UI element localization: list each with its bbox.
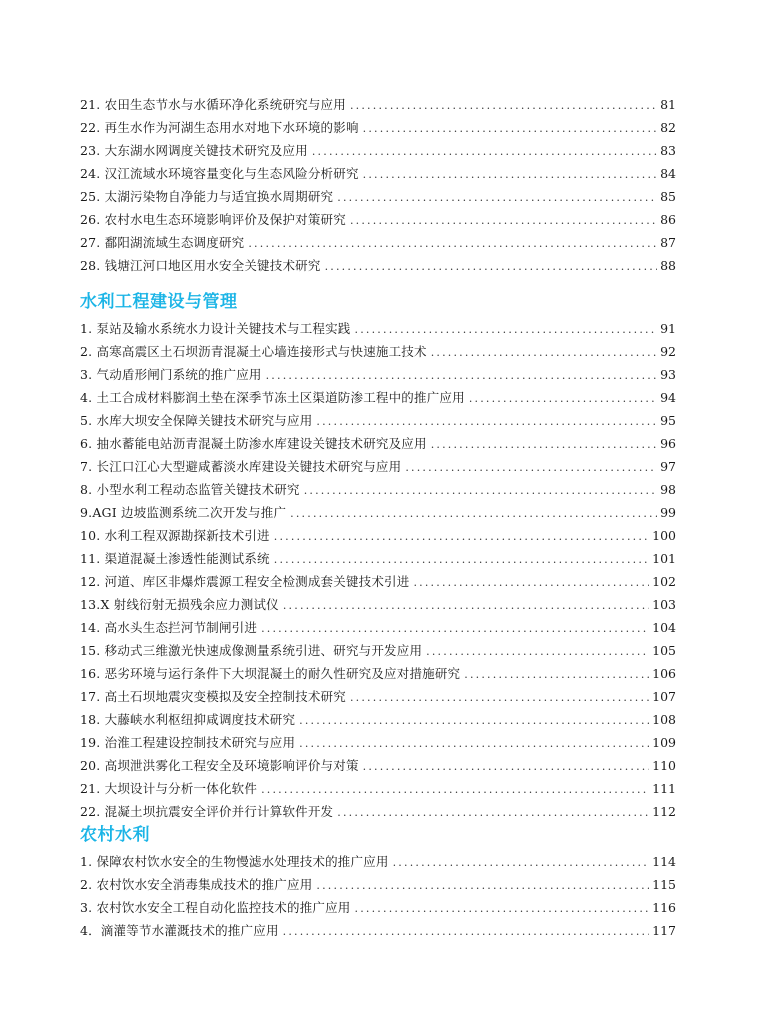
toc-entry[interactable] xyxy=(80,593,676,616)
toc-entry-title: 24. 汉江流域水环境容量变化与生态风险分析研究 xyxy=(80,166,359,181)
toc-entry-title: 2. 高寒高震区土石坝沥青混凝土心墙连接形式与快速施工技术 xyxy=(80,344,427,359)
dot-leader xyxy=(299,709,649,732)
toc-entry-page: 95 xyxy=(660,413,676,428)
toc-entry-title: 18. 大藤峡水利枢纽抑咸调度技术研究 xyxy=(80,712,296,727)
toc-entry-title: 22. 混凝土坝抗震安全评价并行计算软件开发 xyxy=(80,804,334,819)
dot-leader xyxy=(426,640,649,663)
dot-leader xyxy=(464,663,649,686)
toc-entry-page: 99 xyxy=(660,505,676,520)
toc-entry-page: 88 xyxy=(660,258,676,273)
toc-entry-page: 115 xyxy=(652,877,676,892)
toc-entry-page: 100 xyxy=(652,528,676,543)
toc-entry-title: 12. 河道、库区非爆炸震源工程安全检测成套关键技术引进 xyxy=(80,574,410,589)
toc-entry-page: 105 xyxy=(652,643,676,658)
toc-entry[interactable] xyxy=(80,777,676,800)
toc-entry-title: 4. 土工合成材料膨润土垫在深季节冻土区渠道防渗工程中的推广应用 xyxy=(80,390,465,405)
toc-entry[interactable] xyxy=(80,340,676,363)
toc-entry-title: 27. 鄱阳湖流域生态调度研究 xyxy=(80,235,245,250)
toc-entry-title: 22. 再生水作为河湖生态用水对地下水环境的影响 xyxy=(80,120,359,135)
dot-leader xyxy=(431,341,657,364)
toc-entry-page: 102 xyxy=(652,574,676,589)
toc-entry-title: 2. 农村饮水安全消毒集成技术的推广应用 xyxy=(80,877,313,892)
toc-entry[interactable] xyxy=(80,478,676,501)
toc-entry[interactable] xyxy=(80,731,676,754)
toc-entry-page: 106 xyxy=(652,666,676,681)
toc-entry[interactable] xyxy=(80,501,676,524)
toc-entry-title: 6. 抽水蓄能电站沥青混凝土防渗水库建设关键技术研究及应用 xyxy=(80,436,427,451)
toc-entry-page: 110 xyxy=(652,758,676,773)
toc-entry[interactable] xyxy=(80,93,676,116)
toc-entry-page: 86 xyxy=(660,212,676,227)
toc-entry[interactable] xyxy=(80,639,676,662)
toc-entry-page: 107 xyxy=(652,689,676,704)
dot-leader xyxy=(261,778,649,801)
toc-entry[interactable] xyxy=(80,386,676,409)
dot-leader xyxy=(312,140,657,163)
toc-entry-title: 9.AGI 边坡监测系统二次开发与推广 xyxy=(80,505,287,520)
toc-entry[interactable] xyxy=(80,139,676,162)
toc-entry[interactable] xyxy=(80,317,676,340)
toc-section-construction xyxy=(80,287,676,823)
toc-entry-title: 21. 大坝设计与分析一体化软件 xyxy=(80,781,258,796)
toc-entry-page: 114 xyxy=(652,854,676,869)
toc-entry[interactable] xyxy=(80,254,676,277)
toc-entry-page: 94 xyxy=(660,390,676,405)
toc-entry-title: 7. 长江口江心大型避咸蓄淡水库建设关键技术研究与应用 xyxy=(80,459,402,474)
toc-entry-page: 112 xyxy=(652,804,676,819)
toc-entry-title: 15. 移动式三维激光快速成像测量系统引进、研究与开发应用 xyxy=(80,643,423,658)
dot-leader xyxy=(431,433,657,456)
dot-leader xyxy=(355,897,650,920)
dot-leader xyxy=(274,548,649,571)
dot-leader xyxy=(393,851,650,874)
dot-leader xyxy=(355,318,658,341)
toc-entry-title: 3. 气动盾形闸门系统的推广应用 xyxy=(80,367,262,382)
toc-entry-title: 8. 小型水利工程动态监管关键技术研究 xyxy=(80,482,300,497)
toc-entry-page: 111 xyxy=(652,781,676,796)
dot-leader xyxy=(405,456,657,479)
toc-entry-page: 98 xyxy=(660,482,676,497)
toc-entry-page: 117 xyxy=(652,923,676,938)
toc-entry[interactable] xyxy=(80,570,676,593)
dot-leader xyxy=(274,525,649,548)
toc-entry[interactable] xyxy=(80,662,676,685)
dot-leader xyxy=(325,255,658,278)
toc-entry-page: 83 xyxy=(660,143,676,158)
toc-entry-page: 101 xyxy=(652,551,676,566)
toc-entry[interactable] xyxy=(80,616,676,639)
dot-leader xyxy=(413,571,649,594)
toc-entry[interactable] xyxy=(80,896,676,919)
toc-entry-page: 108 xyxy=(652,712,676,727)
toc-entry-page: 84 xyxy=(660,166,676,181)
toc-entry-page: 87 xyxy=(660,235,676,250)
toc-entry-title: 23. 大东湖水网调度关键技术研究及应用 xyxy=(80,143,308,158)
dot-leader xyxy=(363,163,657,186)
dot-leader xyxy=(337,186,657,209)
toc-entry-page: 104 xyxy=(652,620,676,635)
dot-leader xyxy=(283,920,649,943)
toc-entry-title: 26. 农村水电生态环境影响评价及保护对策研究 xyxy=(80,212,346,227)
toc-entry[interactable] xyxy=(80,231,676,254)
dot-leader xyxy=(316,410,657,433)
toc-entry-title: 11. 渠道混凝土渗透性能测试系统 xyxy=(80,551,270,566)
toc-entry[interactable] xyxy=(80,162,676,185)
toc-entry-title: 5. 水库大坝安全保障关键技术研究与应用 xyxy=(80,413,313,428)
dot-leader xyxy=(469,387,657,410)
toc-entry[interactable] xyxy=(80,455,676,478)
toc-entry[interactable] xyxy=(80,873,676,896)
toc-entry-page: 92 xyxy=(660,344,676,359)
toc-entry-page: 81 xyxy=(660,97,676,112)
toc-entry-page: 116 xyxy=(652,900,676,915)
toc-entry-page: 96 xyxy=(660,436,676,451)
toc-entry-title: 17. 高土石坝地震灾变模拟及安全控制技术研究 xyxy=(80,689,346,704)
toc-entry[interactable] xyxy=(80,919,676,942)
toc-entry-page: 109 xyxy=(652,735,676,750)
toc-entry[interactable] xyxy=(80,685,676,708)
toc-entry-title: 4．滴灌等节水灌溉技术的推广应用 xyxy=(80,923,279,938)
section-heading: 水利工程建设与管理 xyxy=(80,292,238,312)
dot-leader xyxy=(304,479,657,502)
dot-leader xyxy=(290,502,657,525)
toc-entry[interactable] xyxy=(80,547,676,570)
section-heading: 农村水利 xyxy=(80,825,150,845)
toc-entry-title: 28. 钱塘江河口地区用水安全关键技术研究 xyxy=(80,258,321,273)
dot-leader xyxy=(283,594,649,617)
toc-entry-title: 1. 保障农村饮水安全的生物慢滤水处理技术的推广应用 xyxy=(80,854,389,869)
toc-entry-page: 91 xyxy=(660,321,676,336)
toc-entry-title: 20. 高坝泄洪雾化工程安全及环境影响评价与对策 xyxy=(80,758,359,773)
toc-entry[interactable] xyxy=(80,432,676,455)
toc-entry-page: 97 xyxy=(660,459,676,474)
dot-leader xyxy=(350,94,657,117)
toc-entry-title: 14. 高水头生态拦河节制闸引进 xyxy=(80,620,258,635)
toc-entry[interactable] xyxy=(80,208,676,231)
dot-leader xyxy=(261,617,649,640)
toc-entry[interactable] xyxy=(80,409,676,432)
toc-entry[interactable] xyxy=(80,708,676,731)
toc-entry-title: 19. 治淮工程建设控制技术研究与应用 xyxy=(80,735,296,750)
toc-section-ecology xyxy=(80,93,676,277)
dot-leader xyxy=(248,232,657,255)
toc-entry[interactable] xyxy=(80,363,676,386)
toc-entry[interactable] xyxy=(80,754,676,777)
toc-entry-title: 25. 太湖污染物自净能力与适宜换水周期研究 xyxy=(80,189,334,204)
toc-entry-title: 3. 农村饮水安全工程自动化监控技术的推广应用 xyxy=(80,900,351,915)
toc-entry-title: 10. 水利工程双源勘探新技术引进 xyxy=(80,528,270,543)
dot-leader xyxy=(316,874,649,897)
toc-entry-page: 82 xyxy=(660,120,676,135)
toc-entry[interactable] xyxy=(80,850,676,873)
toc-entry-page: 103 xyxy=(652,597,676,612)
toc-entry[interactable] xyxy=(80,524,676,547)
toc-entry-page: 93 xyxy=(660,367,676,382)
dot-leader xyxy=(350,209,657,232)
dot-leader xyxy=(363,755,649,778)
toc-entry-title: 16. 恶劣环境与运行条件下大坝混凝土的耐久性研究及应对措施研究 xyxy=(80,666,461,681)
toc-entry[interactable] xyxy=(80,116,676,139)
dot-leader xyxy=(299,732,649,755)
dot-leader xyxy=(363,117,657,140)
toc-entry[interactable] xyxy=(80,185,676,208)
toc-entry-page: 85 xyxy=(660,189,676,204)
toc-entry-title: 13.X 射线衍射无损残余应力测试仪 xyxy=(80,597,279,612)
toc-section-rural xyxy=(80,820,676,942)
toc-entry-title: 1. 泵站及输水系统水力设计关键技术与工程实践 xyxy=(80,321,351,336)
dot-leader xyxy=(266,364,657,387)
toc-entry-title: 21. 农田生态节水与水循环净化系统研究与应用 xyxy=(80,97,346,112)
dot-leader xyxy=(350,686,649,709)
